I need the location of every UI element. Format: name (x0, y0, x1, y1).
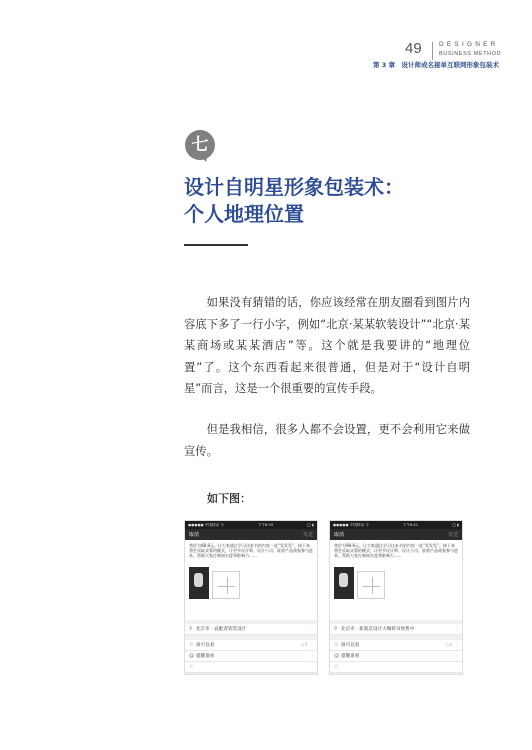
extra-row[interactable] (330, 662, 462, 673)
compose-nav-bar (330, 529, 462, 540)
figure-caption: 如下图： (207, 492, 251, 505)
visibility-value: 公开 (445, 642, 454, 647)
phone-screenshot-1 (184, 520, 318, 675)
add-photo-button[interactable] (357, 571, 385, 599)
visibility-row[interactable] (330, 640, 462, 651)
chevron-right-icon: › (456, 642, 458, 648)
section-title (184, 174, 504, 228)
battery-icon: ◯ ▮ (451, 523, 459, 527)
page-number: 49 (405, 40, 422, 57)
status-time: 下午6:41 (402, 522, 419, 527)
phone-screenshot-2 (329, 520, 463, 675)
visibility-label: 谁可以看 (341, 643, 360, 648)
at-icon: @ (189, 653, 194, 659)
section-title-line1: 设计自明星形象包装术： (184, 175, 404, 199)
chevron-right-icon: › (311, 626, 313, 632)
post-text[interactable]: 售价为98.8元。让大家通过学习这本书的内容一直“发发发”。接下来将会采取众筹的模式，让更多设计师、设计公司、软装产品商家参与进来，帮助大家打响知名度和影响力...... (189, 543, 313, 559)
at-icon: @ (334, 653, 339, 659)
location-row[interactable] (330, 624, 462, 635)
chevron-right-icon: › (311, 642, 313, 648)
remind-label: 提醒谁看 (196, 654, 215, 659)
post-text[interactable]: 售价为98.8元。让大家通过学习这本书的内容一直“发发发”。接下来将会采取众筹的模式，让更多设计师、设计公司、软装产品商家参与进来，帮助大家打响知名度和影响力...... (334, 543, 458, 559)
photo-row (189, 567, 313, 599)
brand-business-method: BUSINESS METHOD (439, 51, 502, 57)
body-paragraph-2: 但是我相信，很多人都不会设置，更不会利用它来做宣传。 (184, 423, 470, 458)
extra-row[interactable] (185, 662, 317, 673)
chevron-right-icon: › (456, 626, 458, 632)
compose-area (185, 540, 317, 620)
header-divider (432, 42, 433, 60)
pin-icon: ⚲ (334, 626, 338, 632)
cancel-button[interactable]: 取消 (334, 532, 345, 538)
visibility-value: 公开 (300, 642, 309, 647)
cancel-button[interactable]: 取消 (189, 532, 200, 538)
remind-row[interactable] (185, 651, 317, 662)
star-icon: ☆ (189, 664, 194, 670)
compose-nav-bar (185, 529, 317, 540)
location-label: 北京市 · 新就是设计大咖新书预售中 (341, 627, 415, 632)
visibility-label: 谁可以看 (196, 643, 215, 648)
star-icon: ☆ (334, 664, 339, 670)
remind-label: 提醒谁看 (341, 654, 360, 659)
plus-icon-vertical (372, 577, 373, 594)
remind-row[interactable] (330, 651, 462, 662)
body-paragraph-1: 如果没有猜错的话，你应该经常在朋友圈看到图片内容底下多了一行小字，例如“北京·某某软装设计”“北京·某某商场或某某酒店”等。这个就是我要讲的“地理位置”了。这个东西看起来很普通，但是对于“设计自明星”而言，这是一个很重要的宣传手段。 (184, 296, 470, 395)
location-label: 北京市 · 哀配者软装设计 (196, 627, 247, 632)
visibility-row[interactable] (185, 640, 317, 651)
send-button[interactable]: 发送 (302, 532, 313, 538)
people-icon: ♲ (189, 642, 194, 648)
status-time: 下午6:39 (257, 522, 274, 527)
compose-area (330, 540, 462, 620)
photo-thumbnail[interactable] (189, 567, 209, 599)
location-row[interactable] (185, 624, 317, 635)
chapter-title: 第 3 章 设计师成名接单互联网形象包装术 (372, 61, 499, 69)
carrier-signal: ●●●●● 中国移动 令 (188, 522, 224, 527)
add-photo-button[interactable] (212, 571, 240, 599)
chevron-right-icon: › (456, 653, 458, 659)
photo-row (334, 567, 458, 599)
photo-thumbnail[interactable] (334, 567, 354, 599)
section-number-badge: 七 (185, 130, 215, 160)
people-icon: ♲ (334, 642, 339, 648)
title-underline (184, 244, 248, 246)
brand-designer: DESIGNER (439, 41, 499, 48)
pin-icon: ⚲ (189, 626, 193, 632)
section-title-line2: 个人地理位置 (184, 202, 304, 226)
battery-icon: ◯ ▮ (306, 523, 314, 527)
status-bar (185, 521, 317, 529)
chevron-right-icon: › (311, 653, 313, 659)
status-bar (330, 521, 462, 529)
carrier-signal: ●●●●● 中国移动 令 (333, 522, 369, 527)
plus-icon-vertical (227, 577, 228, 594)
send-button[interactable]: 发送 (447, 532, 458, 538)
